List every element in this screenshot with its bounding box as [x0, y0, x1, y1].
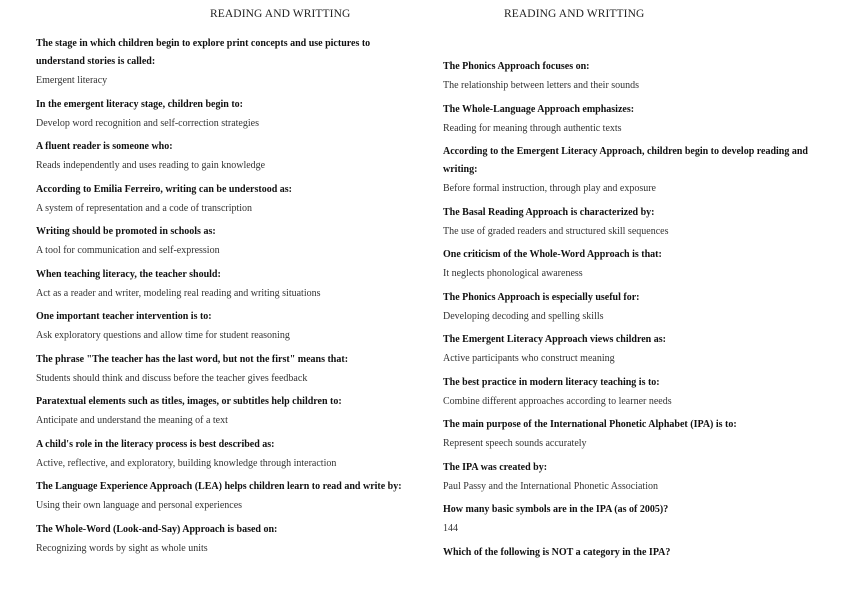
qa-item — [36, 351, 416, 394]
question-text: The Emergent Literacy Approach views children as: — [443, 334, 666, 345]
question-text: Which of the following is NOT a category in the IPA? — [443, 546, 671, 558]
answer-text: Reading for meaning through authentic texts — [443, 122, 622, 134]
question-text: The IPA was created by: — [443, 461, 548, 473]
answer-text: Recognizing words by sight as whole units — [36, 542, 208, 554]
qa-item — [443, 459, 839, 502]
answer-text: Reads independently and uses reading to gain knowledge — [36, 160, 266, 171]
question-text: How many basic symbols are in the IPA (as of 2005)? — [443, 504, 669, 515]
qa-item — [443, 58, 839, 101]
question-text: A fluent reader is someone who: — [36, 141, 173, 152]
question-text: The Phonics Approach focuses on: — [443, 61, 590, 72]
qa-item — [443, 246, 839, 289]
question-text: The Phonics Approach is especially useful for: — [443, 291, 640, 303]
question-text: According to Emilia Ferreiro, writing can be understood as: — [36, 183, 292, 195]
page-header: READING AND WRITTING — [210, 8, 351, 20]
qa-item — [36, 223, 416, 266]
qa-item — [36, 393, 416, 436]
question-text: Paratextual elements such as titles, images, or subtitles help children to: — [36, 396, 342, 407]
answer-text: The relationship between letters and their sounds — [443, 80, 640, 91]
qa-item — [443, 289, 839, 332]
qa-item — [36, 308, 416, 351]
question-text: A child's role in the literacy process is best described as: — [36, 438, 275, 450]
question-text: The stage in which children begin to explore print concepts and use pictures to understand stories is called: — [36, 38, 371, 67]
qa-item — [36, 266, 416, 309]
qa-item — [36, 35, 416, 96]
qa-item — [443, 143, 839, 204]
qa-list — [36, 35, 416, 563]
question-text: One important teacher intervention is to: — [36, 311, 212, 322]
answer-text: Active, reflective, and exploratory, building knowledge through interaction — [36, 457, 337, 469]
qa-list — [443, 58, 839, 586]
qa-item — [36, 436, 416, 479]
question-text: The Language Experience Approach (LEA) helps children learn to read and write by: — [36, 481, 402, 492]
answer-text: Paul Passy and the International Phonetic Association — [443, 480, 658, 492]
qa-item — [443, 501, 839, 544]
answer-text: It neglects phonological awareness — [443, 268, 583, 279]
qa-item — [36, 138, 416, 181]
qa-item — [443, 544, 839, 587]
qa-item — [443, 204, 839, 247]
qa-item — [36, 478, 416, 521]
question-text: The Whole-Language Approach emphasizes: — [443, 103, 635, 115]
question-text: When teaching literacy, the teacher should: — [36, 268, 221, 280]
answer-text: Develop word recognition and self-correction strategies — [36, 117, 259, 129]
answer-text: Represent speech sounds accurately — [443, 438, 587, 449]
right-page — [424, 0, 848, 599]
answer-text: Active participants who construct meaning — [443, 353, 615, 364]
question-text: The Whole-Word (Look-and-Say) Approach is based on: — [36, 523, 278, 535]
question-text: The Basal Reading Approach is characterized by: — [443, 206, 655, 218]
question-text: The main purpose of the International Phonetic Alphabet (IPA) is to: — [443, 419, 737, 430]
qa-item — [36, 96, 416, 139]
qa-item — [443, 331, 839, 374]
qa-item — [443, 416, 839, 459]
answer-text: Using their own language and personal experiences — [36, 500, 243, 511]
answer-text: Anticipate and understand the meaning of a text — [36, 415, 228, 426]
qa-item — [443, 101, 839, 144]
answer-text: Emergent literacy — [36, 75, 108, 86]
answer-text — [443, 565, 839, 587]
answer-text: Combine different approaches according to learner needs — [443, 395, 672, 407]
answer-text: Before formal instruction, through play and exposure — [443, 183, 656, 194]
question-text: The best practice in modern literacy teaching is to: — [443, 376, 660, 388]
answer-text: A tool for communication and self-expression — [36, 245, 220, 256]
answer-text: Act as a reader and writer, modeling real reading and writing situations — [36, 287, 321, 299]
question-text: In the emergent literacy stage, children begin to: — [36, 98, 243, 110]
answer-text: A system of representation and a code of transcription — [36, 202, 253, 214]
answer-text: The use of graded readers and structured skill sequences — [443, 225, 669, 237]
qa-item — [36, 181, 416, 224]
answer-text: Ask exploratory questions and allow time for student reasoning — [36, 330, 290, 341]
answer-text: Students should think and discuss before the teacher gives feedback — [36, 372, 308, 384]
question-text: The phrase "The teacher has the last word, but not the first" means that: — [36, 353, 349, 365]
qa-item — [443, 374, 839, 417]
answer-text: 144 — [443, 523, 458, 534]
page-header: READING AND WRITTING — [504, 8, 645, 20]
question-text: Writing should be promoted in schools as: — [36, 226, 216, 237]
question-text: One criticism of the Whole-Word Approach is that: — [443, 249, 662, 260]
question-text: According to the Emergent Literacy Approach, children begin to develop reading and writing: — [443, 146, 808, 175]
answer-text: Developing decoding and spelling skills — [443, 310, 604, 322]
qa-item — [36, 521, 416, 564]
